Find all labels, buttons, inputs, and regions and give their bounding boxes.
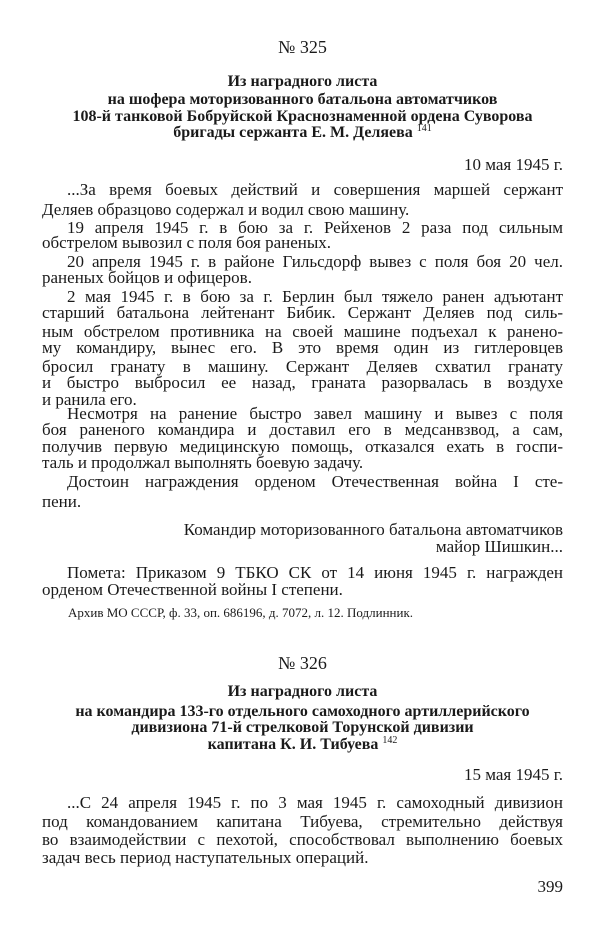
body-line-text: му командиру, вынес его. В это время один из гитлеровцев (42, 338, 563, 357)
document-heading-line-text: Из наградного листа (227, 683, 378, 700)
body-line-text: раненых бойцов и офицеров. (42, 268, 252, 287)
body-line-text: ным обстрелом противника на своей машине подъехал к ранено- (42, 322, 563, 341)
archive-reference-text: Архив МО СССР, ф. 33, оп. 686196, д. 7072, л. 12. Подлинник. (68, 605, 414, 620)
body-line (42, 848, 563, 868)
signature-name (42, 537, 563, 557)
page-number (42, 877, 563, 897)
body-line-text: бросил гранату в машину. Сержант Деляев схватил гранату (42, 357, 563, 376)
body-line-text: во взаимодействии с пехотой, способствовал выполнению боевых (42, 830, 563, 849)
document-number-text: № 325 (278, 37, 327, 57)
document-heading-line (42, 123, 563, 143)
signature-title-text: Командир моторизованного батальона автоматчиков (183, 520, 563, 539)
document-number-text: № 326 (278, 653, 327, 673)
note-line-text: Помета: Приказом 9 ТБКО СК от 14 июня 1945 г. награжден (67, 563, 563, 582)
document-date-text: 10 мая 1945 г. (463, 155, 563, 174)
note-line-text: орденом Отечественной войны I степени. (42, 580, 343, 599)
body-line (42, 233, 563, 253)
body-line-text: 2 мая 1945 г. в бою за г. Берлин был тяжело ранен адъютант (67, 287, 563, 306)
document-number (42, 653, 563, 673)
body-line (42, 338, 563, 358)
body-line (67, 472, 563, 492)
body-line-text: Деляев образцово содержал и водил свою машину. (42, 200, 410, 219)
document-heading-line-text: капитана К. И. Тибуева (207, 736, 379, 753)
body-line (42, 453, 563, 473)
document-heading-line-text: бригады сержанта Е. М. Деляева (173, 124, 413, 141)
document-heading-line-text: дивизиона 71-й стрелковой Торунской дивизии (131, 719, 474, 736)
body-line (42, 830, 563, 850)
document-date (42, 765, 563, 785)
body-line-text: 19 апреля 1945 г. в бою за г. Рейхенов 2 раза под сильным (67, 218, 563, 237)
body-line-text: пени. (42, 492, 82, 511)
body-line-text: обстрелом вывозил с поля боя раненых. (42, 233, 332, 252)
body-line-text: и ранила его. (42, 390, 137, 409)
footnote-ref: 142 (382, 735, 398, 746)
body-line-text: старший батальона лейтенант Бибик. Сержант Деляев под силь- (42, 303, 563, 322)
archive-reference (68, 603, 563, 623)
body-line (42, 303, 563, 323)
document-heading-line (42, 72, 563, 92)
body-line-text: ...С 24 апреля 1945 г. по 3 мая 1945 г. самоходный дивизион (67, 793, 563, 812)
body-line-text: и быстро выбросил ее назад, граната разорвалась в воздухе (42, 373, 563, 392)
document-heading-line-text: на командира 133-го отдельного самоходного артиллерийского (75, 703, 530, 720)
body-line (42, 812, 563, 832)
body-line (42, 492, 563, 512)
body-line (67, 180, 563, 200)
body-line-text: ...За время боевых действий и совершения маршей сержант (67, 180, 563, 199)
body-line (42, 268, 563, 288)
body-line-text: Достоин награждения орденом Отечественная война I сте- (67, 472, 563, 491)
body-line (67, 793, 563, 813)
body-line (42, 200, 563, 220)
body-line-text: задач весь период наступательных операций. (42, 848, 369, 867)
note-line (42, 580, 563, 600)
document-heading-line-text: на шофера моторизованного батальона автоматчиков (107, 91, 498, 108)
document-number (42, 37, 563, 57)
signature-name-text: майор Шишкин... (435, 537, 563, 556)
body-line-text: Несмотря на ранение быстро завел машину и вывез с поля (67, 404, 563, 423)
body-line-text: под командованием капитана Тибуева, стремительно действуя (42, 812, 563, 831)
footnote-ref: 141 (416, 123, 432, 134)
body-line-text: боя раненого командира и доставил его в медсанвзвод, а сам, (42, 420, 563, 439)
body-line-text: 20 апреля 1945 г. в районе Гильсдорф вывез с поля боя 20 чел. (67, 252, 563, 271)
document-date-text: 15 мая 1945 г. (463, 765, 563, 784)
document-heading-line-text: 108-й танковой Бобруйской Краснознаменной ордена Суворова (72, 108, 533, 125)
body-line-text: таль и продолжал выполнять боевую задачу. (42, 453, 364, 472)
page-number-text: 399 (537, 877, 563, 896)
document-heading-line (42, 735, 563, 755)
body-line-text: получив первую медицинскую помощь, отказался ехать в госпи- (42, 437, 563, 456)
document-date (42, 155, 563, 175)
document-heading-line (42, 682, 563, 702)
document-heading-line-text: Из наградного листа (227, 73, 378, 90)
